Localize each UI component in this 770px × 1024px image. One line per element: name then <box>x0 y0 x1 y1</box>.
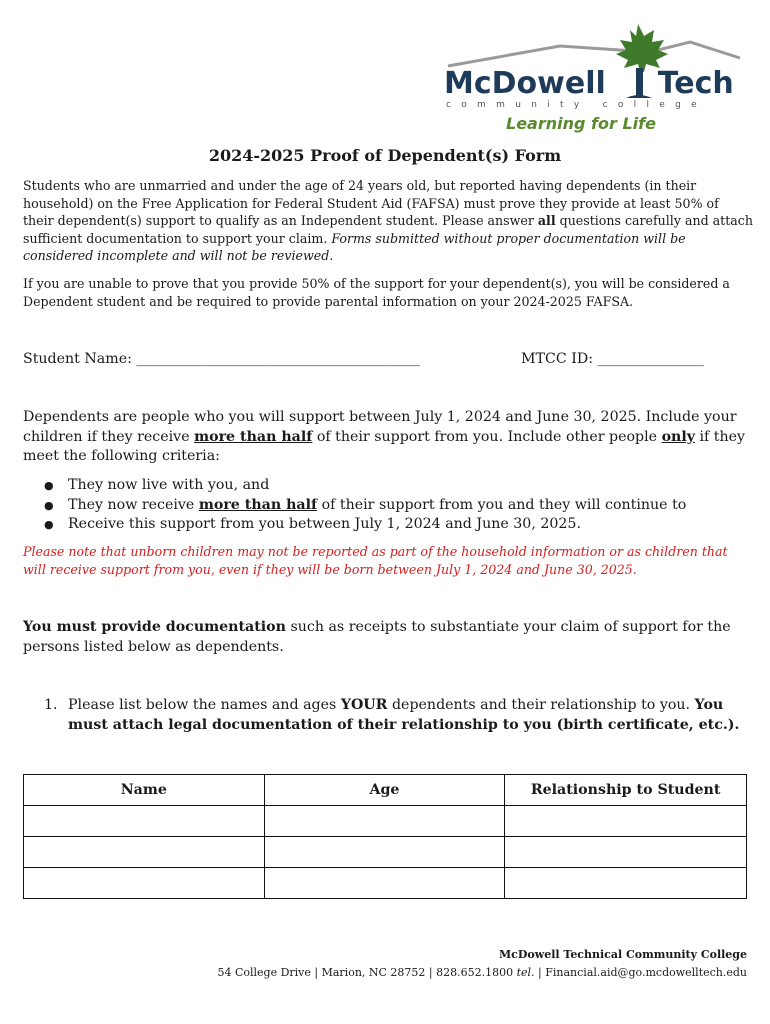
table-row <box>24 868 747 899</box>
table-header-row <box>24 775 747 806</box>
age-cell[interactable] <box>264 868 505 899</box>
intro-bold-all: all <box>537 213 556 228</box>
logo-word-left: McDowell <box>444 66 606 101</box>
relationship-cell[interactable] <box>505 837 747 868</box>
footer-email: | Financial.aid@go.mcdowelltech.edu <box>534 966 747 979</box>
logo-wordmark <box>444 66 734 101</box>
intro-text-b: questions carefully and attach sufficient documentation to support your claim. <box>23 213 753 246</box>
criteria-underline: more than half <box>198 496 318 513</box>
footer-address: 54 College Drive | Marion, NC 28752 | 828.652.1800 <box>217 966 517 979</box>
logo-tagline: Learning for Life <box>506 114 656 133</box>
criteria-item: ● Receive this support from you between July 1, 2024 and June 30, 2025. <box>44 515 686 535</box>
documentation-bold: You must provide documentation <box>23 619 286 635</box>
dep-text-c: if they meet the following criteria: <box>23 428 746 464</box>
column-header-relationship: Relationship to Student <box>505 775 747 806</box>
logo-subtitle: community college <box>446 100 707 110</box>
footer-contact <box>217 964 747 982</box>
dependency-notice: If you are unable to prove that you provide 50% of the support for your dependent(s), you will be considered a Dependent student and be required to provide parental information on your 2024-2025 FAFSA. <box>23 276 730 309</box>
criteria-text: They now receive <box>68 496 199 513</box>
intro-warning: Forms submitted without proper documentation will be considered incomplete and will not be reviewed. <box>23 230 686 263</box>
page-footer <box>217 946 747 982</box>
relationship-cell[interactable] <box>505 868 747 899</box>
documentation-text: such as receipts to substantiate your claim of support for the persons listed below as dependents. <box>23 619 731 655</box>
dep-underline-only: only <box>661 428 695 445</box>
mtcc-id-field[interactable]: MTCC ID: _______________ <box>521 351 704 367</box>
table-row <box>24 806 747 837</box>
college-logo <box>440 22 755 134</box>
logo-word-right: Tech <box>657 66 734 101</box>
age-cell[interactable] <box>264 806 505 837</box>
name-cell[interactable] <box>24 868 265 899</box>
item-number: 1. <box>44 697 58 713</box>
name-cell[interactable] <box>24 806 265 837</box>
item-bold-requirement: You must attach legal documentation of their relationship to you (birth certificate, etc.). <box>68 697 740 733</box>
intro-paragraph <box>23 177 753 265</box>
instruction-item-1 <box>44 696 744 735</box>
column-header-age: Age <box>264 775 505 806</box>
footer-tel-label: tel. <box>516 966 535 979</box>
column-header-name: Name <box>24 775 265 806</box>
dependents-definition <box>23 408 747 467</box>
table-row <box>24 837 747 868</box>
dependents-table <box>23 774 747 899</box>
footer-college-name: McDowell Technical Community College <box>498 948 747 961</box>
intro-text-a: Students who are unmarried and under the age of 24 years old, but reported having dependents (in their household) on the Free Application for Federal Student Aid (FAFSA) must prove they provide at least 50% of their dependent(s) support to qualify as an Independent student. Please answer <box>23 178 719 228</box>
criteria-list <box>44 476 686 535</box>
item-text-a: Please list below the names and ages <box>68 697 341 713</box>
age-cell[interactable] <box>264 837 505 868</box>
documentation-requirement <box>23 618 747 657</box>
criteria-item <box>44 496 686 516</box>
dep-text-b: of their support from you. Include other people <box>312 428 662 445</box>
unborn-children-note: Please note that unborn children may not be reported as part of the household information or as children that will receive support from you, even if they will be born between July 1, 2024 and June 30, 2025. <box>23 544 728 577</box>
mountain-line <box>448 42 740 66</box>
item-text-b: dependents and their relationship to you. <box>387 697 695 713</box>
criteria-item: ● They now live with you, and <box>44 476 686 496</box>
student-name-field[interactable]: Student Name: ________________________________________ <box>23 351 421 367</box>
dep-text-a: Dependents are people who you will support between July 1, 2024 and June 30, 2025. Include your children if they receive <box>23 409 737 445</box>
criteria-text: of their support from you and they will continue to <box>317 496 687 513</box>
dep-underline-more-than-half: more than half <box>194 428 313 445</box>
form-title: 2024-2025 Proof of Dependent(s) Form <box>208 146 562 165</box>
relationship-cell[interactable] <box>505 806 747 837</box>
name-cell[interactable] <box>24 837 265 868</box>
item-bold-your: YOUR <box>340 697 388 713</box>
